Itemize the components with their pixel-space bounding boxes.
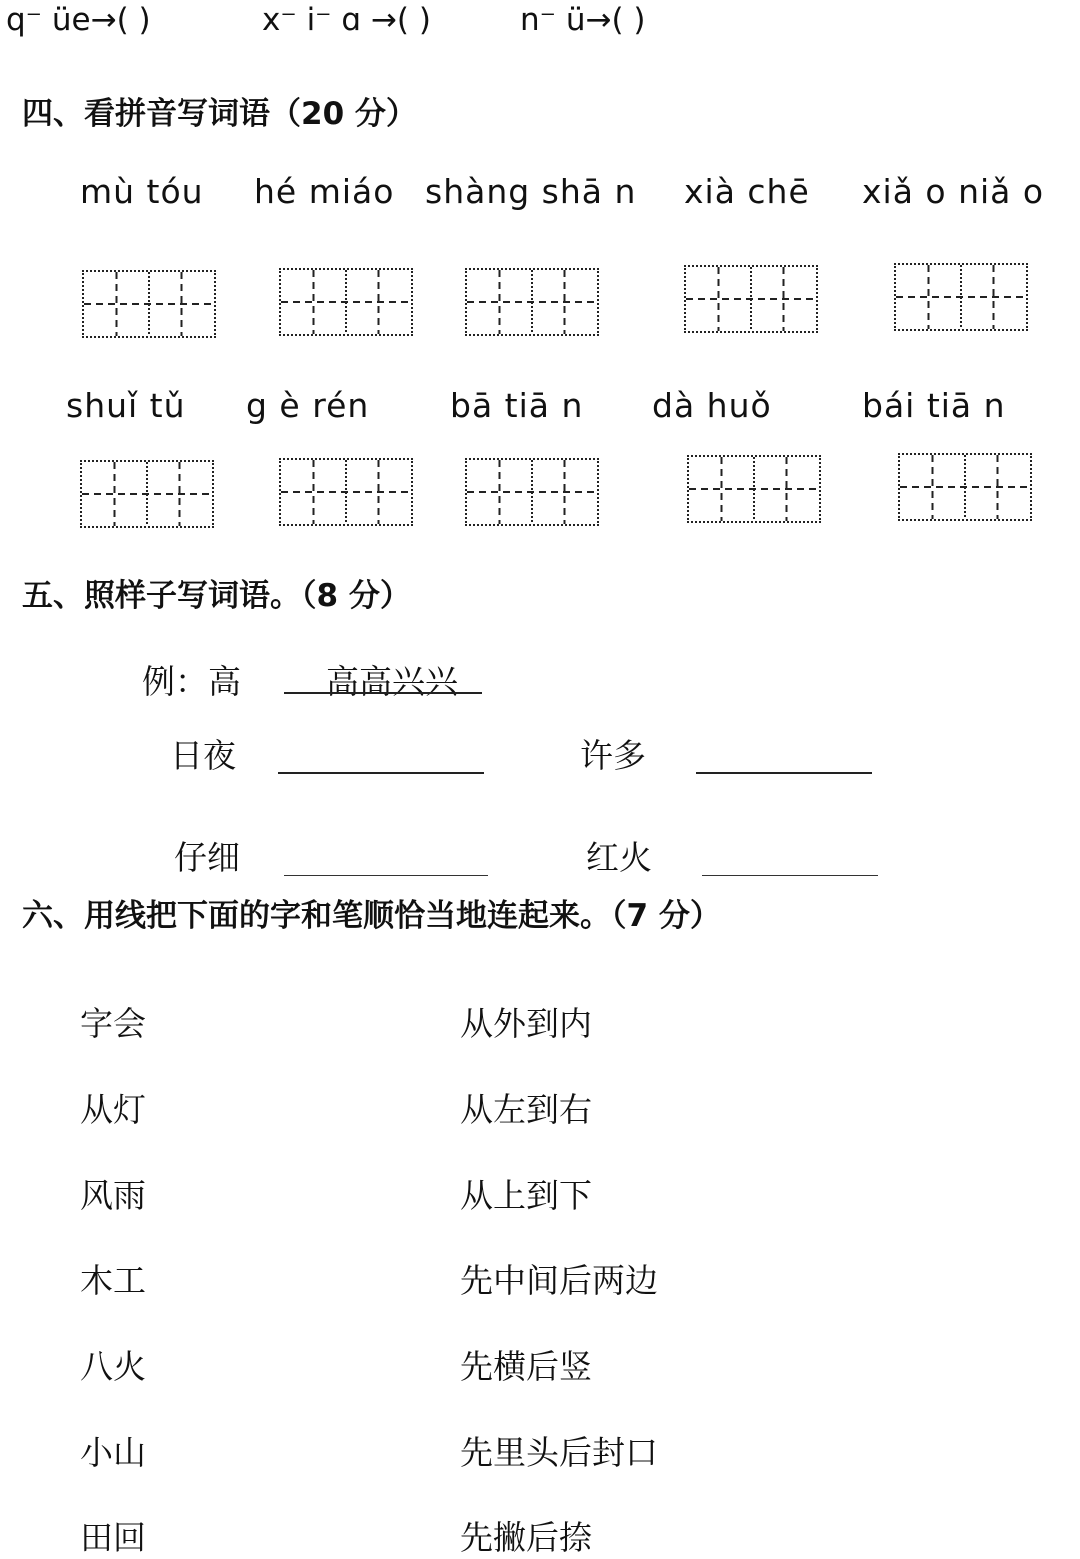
writing-grid[interactable] [684,265,818,333]
pinyin-row1-item-3: shàng shā n [425,172,637,211]
writing-grid[interactable] [82,270,216,338]
match-right-item-4[interactable]: 先中间后两边 [460,1261,658,1300]
match-right-item-2[interactable]: 从左到右 [460,1090,592,1129]
section6-title: 六、用线把下面的字和笔顺恰当地连起来。（7 分） [22,898,721,934]
match-left-item-2[interactable]: 从灯 [80,1090,146,1129]
writing-grid[interactable] [279,268,413,336]
grid-guides [281,460,411,524]
match-right-item-1[interactable]: 从外到内 [460,1004,592,1043]
match-right-item-7[interactable]: 先撇后捺 [460,1518,592,1557]
pinyin-row2-item-3: bā tiā n [450,386,584,425]
match-left-item-5[interactable]: 八火 [80,1347,146,1386]
grid-guides [686,267,816,331]
example-label: 例：高 [142,662,241,701]
grid-guides [896,265,1026,329]
grid-guides [900,455,1030,519]
writing-grid[interactable] [279,458,413,526]
match-right-item-3[interactable]: 从上到下 [460,1176,592,1215]
writing-grid[interactable] [465,458,599,526]
example-answer-underline [284,692,482,694]
pinyin-row2-item-1: shuǐ tǔ [66,386,186,425]
match-right-item-5[interactable]: 先横后竖 [460,1347,592,1386]
section4-title: 四、看拼音写词语（20 分） [22,96,417,132]
answer-blank-3[interactable] [284,875,488,876]
word-prompt-3: 仔细 [174,838,240,877]
pinyin-row2-item-5: bái tiā n [862,386,1006,425]
word-prompt-1: 日夜 [170,736,236,775]
pinyin-row1-item-1: mù tóu [80,172,204,211]
writing-grid[interactable] [898,453,1032,521]
pinyin-spell-item-3: n⁻ ü→( ) [520,2,646,38]
match-left-item-1[interactable]: 字会 [80,1004,146,1043]
grid-guides [84,272,214,336]
grid-guides [689,457,819,521]
answer-blank-1[interactable] [278,772,484,774]
writing-grid[interactable] [465,268,599,336]
writing-grid[interactable] [894,263,1028,331]
answer-blank-4[interactable] [702,875,878,876]
section5-title: 五、照样子写词语。（8 分） [22,578,411,614]
pinyin-spell-item-1: q⁻ üe→( ) [6,2,151,38]
grid-guides [467,270,597,334]
grid-guides [467,460,597,524]
writing-grid[interactable] [80,460,214,528]
word-prompt-2: 许多 [580,736,646,775]
match-right-item-6[interactable]: 先里头后封口 [460,1433,658,1472]
writing-grid[interactable] [687,455,821,523]
pinyin-row2-item-2: g è rén [246,386,370,425]
grid-guides [82,462,212,526]
pinyin-row1-item-4: xià chē [684,172,810,211]
match-left-item-6[interactable]: 小山 [80,1433,146,1472]
match-left-item-3[interactable]: 风雨 [80,1176,146,1215]
example-answer: 高高兴兴 [326,662,458,701]
pinyin-row1-item-5: xiǎ o niǎ o [862,172,1045,211]
match-left-item-4[interactable]: 木工 [80,1261,146,1300]
pinyin-row1-item-2: hé miáo [254,172,395,211]
word-prompt-4: 红火 [586,838,652,877]
match-left-item-7[interactable]: 田回 [80,1518,146,1557]
answer-blank-2[interactable] [696,772,872,774]
grid-guides [281,270,411,334]
pinyin-spell-item-2: x⁻ i⁻ ɑ →( ) [262,2,431,38]
pinyin-row2-item-4: dà huǒ [652,386,772,425]
